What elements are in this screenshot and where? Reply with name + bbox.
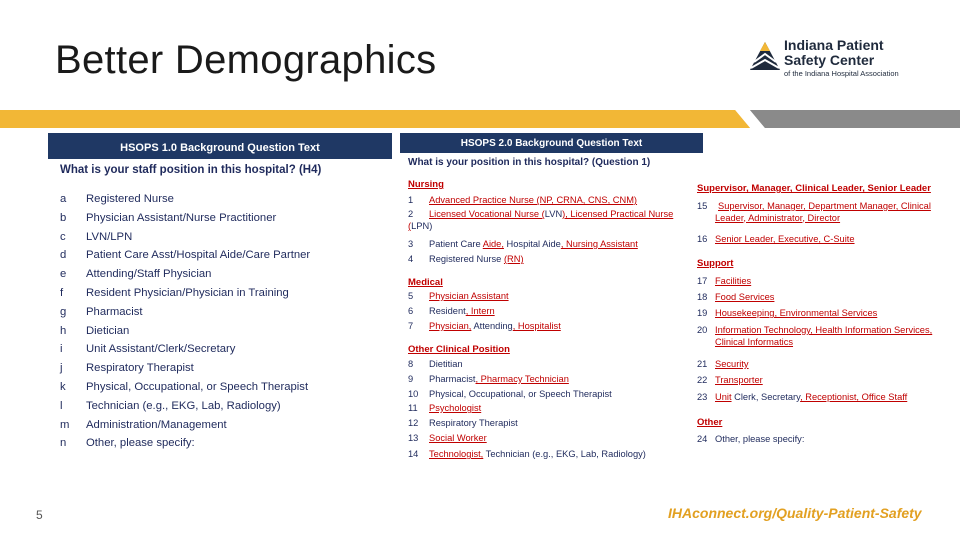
list-item: [60, 340, 392, 359]
list-item: [60, 209, 392, 228]
logo-mark-icon: [748, 40, 782, 74]
section-nursing: Nursing: [408, 179, 444, 190]
section-supervisor: Supervisor, Manager, Clinical Leader, Senior Leader: [697, 183, 931, 194]
item-text: Pharmacist: [86, 305, 143, 318]
list-item: [60, 190, 392, 209]
section-support: Support: [697, 258, 734, 269]
hsops1-header: HSOPS 1.0 Background Question Text: [48, 133, 392, 159]
list-item: [60, 246, 392, 265]
item-letter: d: [60, 249, 67, 262]
hsops1-table: [48, 133, 392, 453]
hsops2-header: HSOPS 2.0 Background Question Text: [400, 133, 703, 153]
list-item: 17 Facilities: [697, 276, 752, 286]
hsops1-question: What is your staff position in this hospital? (H4): [60, 164, 322, 176]
list-item: 24 Other, please specify:: [697, 434, 805, 444]
list-item: 21 Security: [697, 359, 749, 369]
list-item: 16 Senior Leader, Executive, C-Suite: [697, 234, 855, 244]
page-number: 5: [36, 508, 43, 522]
section-other-clinical: Other Clinical Position: [408, 344, 510, 355]
list-item: [60, 228, 392, 247]
list-item: 18 Food Services: [697, 292, 775, 302]
item-text: Dietician: [86, 324, 130, 337]
list-item: 22 Transporter: [697, 375, 763, 385]
accent-band-gray: [750, 110, 960, 128]
list-item: 12 Respiratory Therapist: [408, 418, 518, 428]
list-item: 20 Information Technology, Health Information Services, Clinical Informatics: [697, 325, 933, 347]
list-item: 13 Social Worker: [408, 433, 487, 443]
list-item: 10 Physical, Occupational, or Speech Therapist: [408, 389, 612, 399]
list-item: 2 Licensed Vocational Nurse (LVN), Licensed Practical Nurse (LPN): [408, 209, 674, 231]
list-item: [60, 322, 392, 341]
list-item: 9 Pharmacist, Pharmacy Technician: [408, 374, 569, 384]
list-item: 1 Advanced Practice Nurse (NP, CRNA, CNS, CNM): [408, 195, 638, 205]
item-letter: g: [60, 305, 67, 318]
list-item: 11 Psychologist: [408, 403, 482, 413]
list-item: [60, 397, 392, 416]
item-text: Other, please specify:: [86, 437, 195, 450]
section-other: Other: [697, 417, 723, 428]
item-text: Attending/Staff Physician: [86, 268, 212, 281]
item-text: Resident Physician/Physician in Training: [86, 286, 289, 299]
list-item: 14 Technologist, Technician (e.g., EKG, Lab, Radiology): [408, 449, 646, 459]
item-letter: h: [60, 324, 67, 337]
item-letter: n: [60, 437, 67, 450]
list-item: 8 Dietitian: [408, 359, 463, 369]
item-letter: f: [60, 286, 64, 299]
item-letter: k: [60, 380, 66, 393]
list-item: 15 Supervisor, Manager, Department Manager, Clinical Leader, Administrator, Director: [697, 201, 931, 223]
accent-band-yellow: [0, 110, 750, 128]
list-item: [60, 378, 392, 397]
item-text: Administration/Management: [86, 418, 227, 431]
item-letter: c: [60, 230, 66, 243]
item-letter: m: [60, 418, 70, 431]
list-item: 23 Unit Clerk, Secretary, Receptionist, Office Staff: [697, 392, 908, 402]
item-letter: i: [60, 343, 63, 356]
list-item: 3 Patient Care Aide, Hospital Aide, Nursing Assistant: [408, 239, 638, 249]
item-text: Registered Nurse: [86, 193, 174, 205]
page-title: Better Demographics: [55, 38, 437, 82]
item-text: LVN/LPN: [86, 230, 133, 243]
hsops2-question: What is your position in this hospital? (Question 1): [408, 157, 651, 168]
list-item: 4 Registered Nurse (RN): [408, 254, 524, 264]
item-letter: e: [60, 268, 67, 281]
list-item: 5 Physician Assistant: [408, 291, 509, 301]
item-text: Unit Assistant/Clerk/Secretary: [86, 343, 236, 356]
band-divider: [735, 110, 765, 128]
item-text: Technician (e.g., EKG, Lab, Radiology): [86, 399, 281, 412]
item-text: Physician Assistant/Nurse Practitioner: [86, 211, 277, 224]
list-item: [60, 303, 392, 322]
list-item: 19 Housekeeping, Environmental Services: [697, 308, 878, 318]
item-letter: j: [60, 362, 63, 375]
section-medical: Medical: [408, 277, 443, 288]
logo-line3: of the Indiana Hospital Association: [784, 69, 899, 78]
item-text: Respiratory Therapist: [86, 362, 194, 375]
list-item: [60, 284, 392, 303]
logo-line1: Indiana Patient: [784, 37, 884, 53]
list-item: 6 Resident, Intern: [408, 306, 495, 316]
list-item: [60, 416, 392, 435]
item-text: Patient Care Asst/Hospital Aide/Care Partner: [86, 249, 311, 262]
ipsc-logo: [748, 38, 928, 84]
list-item: [60, 265, 392, 284]
item-letter: b: [60, 211, 67, 224]
logo-line2: Safety Center: [784, 52, 875, 68]
list-item: [60, 359, 392, 378]
footer-link[interactable]: IHAconnect.org/Quality-Patient-Safety: [668, 505, 922, 521]
item-text: Physical, Occupational, or Speech Therapist: [86, 380, 309, 393]
hsops1-list: [60, 190, 392, 453]
item-letter: l: [60, 399, 63, 412]
hsops2-table: [400, 133, 703, 168]
list-item: [60, 434, 392, 453]
list-item: 7 Physician, Attending, Hospitalist: [408, 321, 561, 331]
item-letter: a: [60, 193, 67, 205]
